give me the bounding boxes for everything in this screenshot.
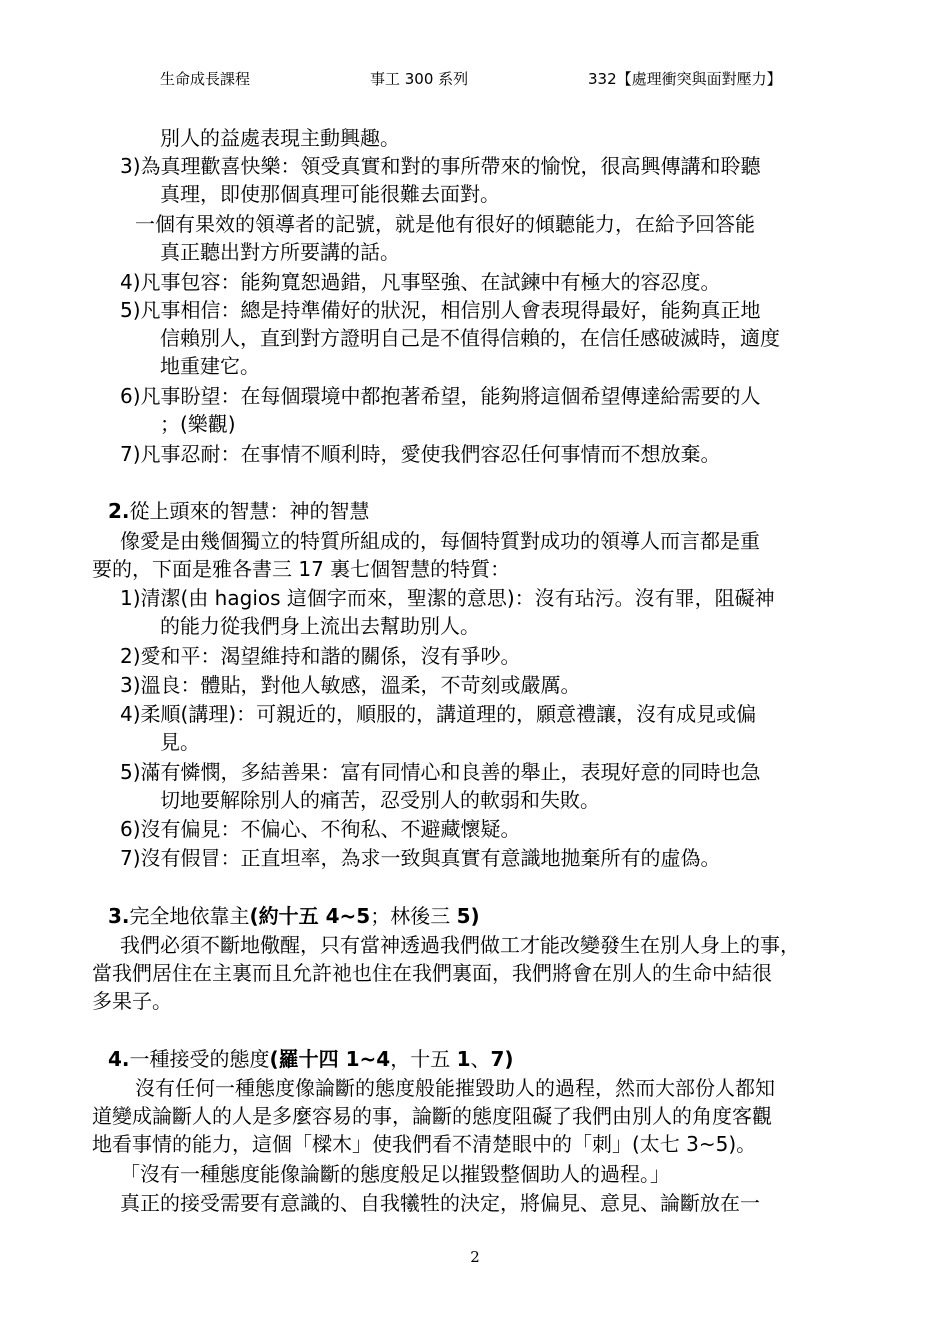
text-line: 像愛是由幾個獨立的特質所組成的，每個特質對成功的領導人而言都是重 [120, 529, 760, 553]
list-item: 1)清潔(由 hagios 這個字而來，聖潔的意思)：沒有玷污。沒有罪，阻礙神 [120, 586, 775, 610]
scripture-ref: 、 [470, 1047, 491, 1071]
list-item: 6)沒有偏見：不偏心、不徇私、不避藏懷疑。 [120, 817, 521, 841]
list-item: 3)為真理歡喜快樂：領受真實和對的事所帶來的愉悅，很高興傳講和聆聽 [120, 154, 761, 178]
scripture-ref: 1 [456, 1047, 471, 1071]
scripture-ref: ；林後三 [370, 904, 457, 928]
scripture-ref: 7) [490, 1047, 514, 1071]
text-line: 一個有果效的領導者的記號，就是他有很好的傾聽能力，在給予回答能 [135, 212, 755, 236]
text-line: 的能力從我們身上流出去幫助別人。 [160, 614, 480, 638]
scripture-ref: 5) [456, 904, 480, 928]
list-item: 5)凡事相信：總是持準備好的狀況，相信別人會表現得最好，能夠真正地 [120, 298, 761, 322]
text-line: 真正的接受需要有意識的、自我犧牲的決定，將偏見、意見、論斷放在一 [120, 1191, 760, 1215]
text-line: 多果子。 [92, 989, 172, 1013]
scripture-ref: (約十五 [249, 904, 326, 928]
text-line: ；(樂觀) [160, 412, 236, 436]
quote-line: 「沒有一種態度能像論斷的態度般足以摧毀整個助人的過程。」 [120, 1162, 670, 1186]
text-line: 別人的益處表現主動興趣。 [160, 126, 400, 150]
text-line: 地重建它。 [160, 354, 260, 378]
section-title: 一種接受的態度 [129, 1047, 270, 1071]
text-line: 地看事情的能力，這個「樑木」使我們看不清楚眼中的「刺」(太七 3~5)。 [92, 1132, 757, 1156]
section-title: 從上頭來的智慧：神的智慧 [129, 499, 370, 523]
section-number: 2. [108, 499, 130, 523]
text-line: 要的，下面是雅各書三 17 裏七個智慧的特質： [92, 557, 511, 581]
text-line: 當我們居住在主裏而且允許祂也住在我們裏面，我們將會在別人的生命中結很 [92, 961, 772, 985]
page-number: 2 [470, 1248, 480, 1266]
section-title: 完全地依靠主 [129, 904, 250, 928]
header-series: 事工 300 系列 [370, 70, 469, 88]
text-line: 真正聽出對方所要講的話。 [160, 240, 400, 264]
text-line: 見。 [160, 730, 200, 754]
list-item: 4)凡事包容：能夠寬恕過錯，凡事堅強、在試鍊中有極大的容忍度。 [120, 270, 721, 294]
text-line: 信賴別人，直到對方證明自己是不值得信賴的，在信任感破滅時，適度 [160, 326, 780, 350]
header-module-title: 332【處理衝突與面對壓力】 [588, 70, 782, 88]
scripture-ref: 4~5 [325, 904, 371, 928]
text-line: 沒有任何一種態度像論斷的態度般能摧毀助人的過程，然而大部份人都知 [135, 1076, 775, 1100]
scripture-ref: 1~4 [345, 1047, 391, 1071]
scripture-ref: (羅十四 [269, 1047, 346, 1071]
list-item: 7)沒有假冒：正直坦率，為求一致與真實有意識地拋棄所有的虛偽。 [120, 846, 721, 870]
text-line: 道變成論斷人的人是多麼容易的事，論斷的態度阻礙了我們由別人的角度客觀 [92, 1104, 772, 1128]
scripture-ref: ，十五 [390, 1047, 457, 1071]
list-item: 5)滿有憐憫，多結善果：富有同情心和良善的舉止，表現好意的同時也急 [120, 760, 761, 784]
list-item: 3)溫良：體貼，對他人敏感，溫柔，不苛刻或嚴厲。 [120, 673, 581, 697]
section-heading-3 [108, 902, 480, 930]
section-heading-2 [108, 497, 370, 525]
text-line: 切地要解除別人的痛苦，忍受別人的軟弱和失敗。 [160, 788, 600, 812]
text-line: 真理，即使那個真理可能很難去面對。 [160, 182, 500, 206]
list-item: 4)柔順(講理)：可親近的，順服的，講道理的，願意禮讓，沒有成見或偏 [120, 702, 757, 726]
list-item: 7)凡事忍耐：在事情不順利時，愛使我們容忍任何事情而不想放棄。 [120, 442, 721, 466]
list-item: 2)愛和平：渴望維持和諧的關係，沒有爭吵。 [120, 644, 521, 668]
header-course-title: 生命成長課程 [160, 70, 251, 88]
section-number: 3. [108, 904, 130, 928]
section-number: 4. [108, 1047, 130, 1071]
section-heading-4 [108, 1045, 514, 1073]
list-item: 6)凡事盼望：在每個環境中都抱著希望，能夠將這個希望傳達給需要的人 [120, 384, 761, 408]
text-line: 我們必須不斷地儆醒，只有當神透過我們做工才能改變發生在別人身上的事， [120, 933, 800, 957]
